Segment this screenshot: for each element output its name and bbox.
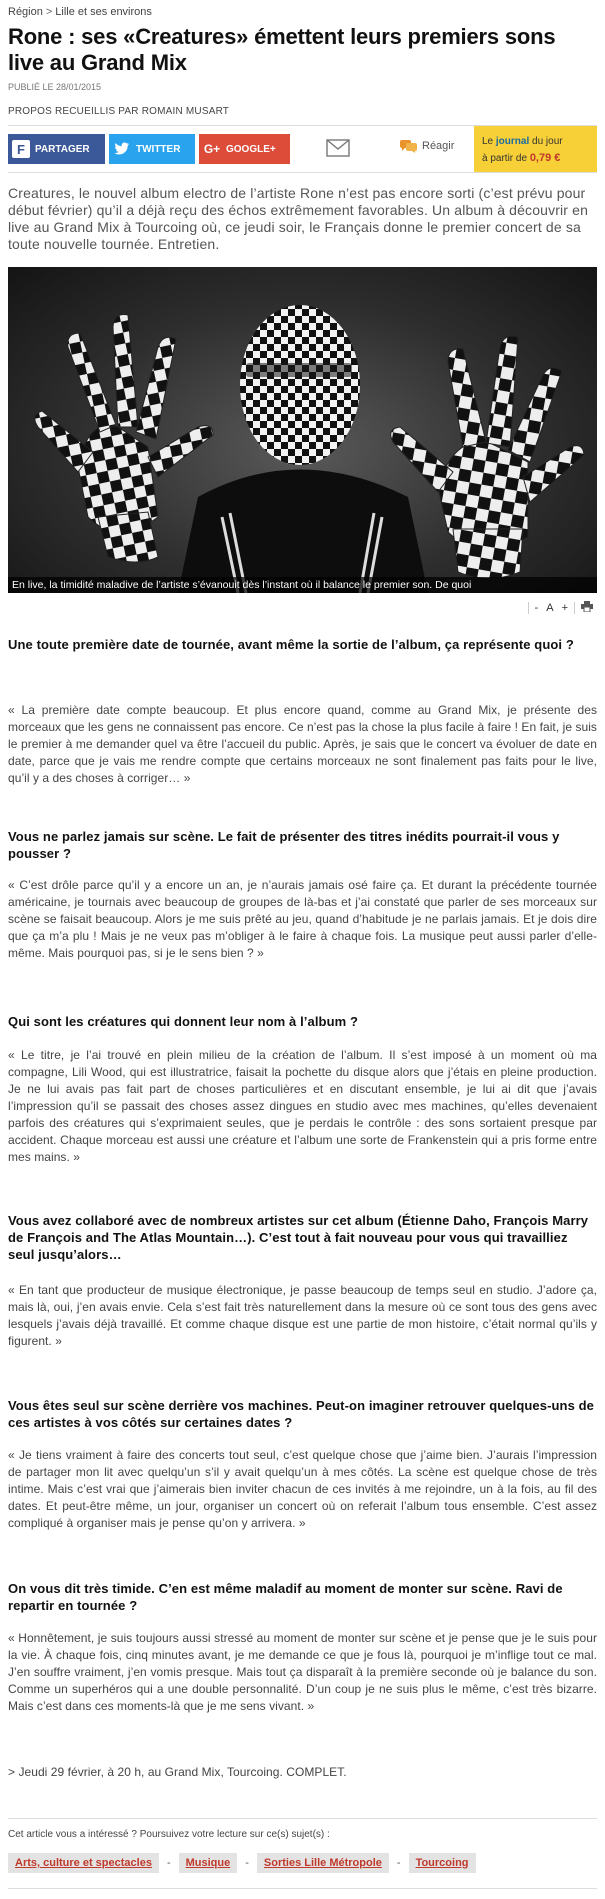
tag-separator: -	[166, 1857, 171, 1869]
tag-separator: -	[396, 1857, 401, 1869]
breadcrumb-item-region[interactable]: Région	[8, 6, 43, 18]
tag-arts-culture[interactable]: Arts, culture et spectacles	[8, 1853, 159, 1873]
tag-tourcoing[interactable]: Tourcoing	[409, 1853, 476, 1873]
text-tools	[8, 597, 597, 619]
react-label: Réagir	[422, 140, 455, 152]
share-bar	[8, 125, 597, 173]
tag-sorties-lille[interactable]: Sorties Lille Métropole	[257, 1853, 389, 1873]
email-share-icon[interactable]	[326, 139, 350, 157]
tools-divider	[574, 602, 575, 614]
journal-price-prefix: à partir de	[482, 153, 530, 164]
question-6: On vous dit très timide. C’en est même maladif au moment de monter sur scène. Ravi de repartir en tournée ?	[8, 1581, 563, 1613]
photo-caption: En live, la timidité maladive de l’artiste s’évanouit dès l’instant où il balance le premier son. De quoi	[8, 577, 597, 593]
facebook-icon: F	[12, 140, 30, 158]
article-photo[interactable]	[8, 267, 597, 593]
footer-divider	[8, 1818, 597, 1819]
answer-block-3	[8, 1047, 597, 1166]
facebook-share-button[interactable]	[8, 134, 105, 164]
journal-line-2	[482, 150, 589, 167]
google-plus-icon: G+	[203, 142, 221, 156]
twitter-bird-icon	[113, 140, 131, 158]
react-button[interactable]	[400, 140, 454, 152]
topic-tags	[8, 1853, 597, 1873]
qa-block-2	[8, 828, 597, 862]
question-3: Qui sont les créatures qui donnent leur nom à l’album ?	[8, 1014, 359, 1029]
tools-divider	[528, 602, 529, 614]
answer-block-1	[8, 702, 597, 787]
related-topics-intro: Cet article vous a intéressé ? Poursuivez votre lecture sur ce(s) sujet(s) :	[8, 1829, 330, 1840]
event-details: > Jeudi 29 février, à 20 h, au Grand Mix, Tourcoing. COMPLET.	[8, 1765, 347, 1779]
google-plus-share-label: GOOGLE+	[226, 143, 276, 155]
question-5: Vous êtes seul sur scène derrière vos machines. Peut-on imaginer retrouver quelques-uns de ces artistes à vos côtés sur certaines dates ?	[8, 1398, 595, 1430]
journal-suffix: du jour	[529, 136, 563, 147]
google-plus-share-button[interactable]	[199, 134, 290, 164]
comment-bubble-icon	[400, 140, 416, 152]
breadcrumb	[8, 0, 597, 20]
article-intro: Creatures, le nouvel album electro de l’artiste Rone n’est pas encore sorti (c’est prévu pour début février) qu’il a déjà reçu des échos extrêmement favorables. Un album à découvrir en live au Grand Mix à Tourcoing où, ce jeudi soir, le Français donne le premier concert de sa toute nouvelle tournée. Entretien.	[8, 185, 589, 252]
tag-musique[interactable]: Musique	[179, 1853, 238, 1873]
twitter-share-label: TWITTER	[136, 143, 181, 155]
journal-du-jour-promo[interactable]	[474, 126, 597, 172]
qa-block-6	[8, 1580, 597, 1614]
answer-4: « En tant que producteur de musique électronique, je passe beaucoup de temps seul en studio. J’adore ça, mais là, oui, j’en avais envie. Cela s’est fait très naturellement dans la mesure où ce sont tous des gens avec lesquels j’avais déjà travaillé. Et comme chaque disque est une partie de mon histoire, c’était normal qu’ils y figurent. »	[8, 1283, 597, 1348]
answer-5: « Je tiens vraiment à faire des concerts tout seul, c’est quelque chose que j’aime bien. J’aurais l’impression de partager mon lit avec quelqu’un s’il y avait quelqu’un à mes côtés. La scène est quelque chose de très intime. Mais c’est vrai que j’aimerais bien inviter chacun de ces invités à me rejoindre, un à la fois, au fil des dates. Et peut-être même, un jour, organiser un concert où on referait l’album tous ensemble. C’est assez compliqué à organiser mais je pense qu’on y arrivera. »	[8, 1448, 597, 1530]
qa-block-3	[8, 1013, 597, 1030]
journal-prefix: Le	[482, 136, 496, 147]
answer-block-2	[8, 877, 597, 962]
journal-price: 0,79 €	[529, 152, 561, 164]
breadcrumb-item-lille[interactable]: Lille et ses environs	[55, 6, 152, 18]
question-1: Une toute première date de tournée, avant même la sortie de l’album, ça représente quoi ?	[8, 637, 574, 652]
breadcrumb-separator: >	[45, 6, 53, 18]
decrease-font-button[interactable]: -	[534, 602, 539, 614]
answer-block-5	[8, 1447, 597, 1532]
closing-note-block	[8, 1764, 597, 1781]
facebook-share-label: PARTAGER	[35, 143, 90, 155]
answer-block-6	[8, 1630, 597, 1715]
article-page	[0, 0, 605, 619]
checkered-figure-illustration	[8, 267, 597, 593]
journal-brand: journal	[495, 136, 530, 147]
bottom-divider	[8, 1888, 597, 1889]
qa-block-4	[8, 1212, 597, 1263]
answer-block-4	[8, 1282, 597, 1350]
published-date: PUBLIÉ LE 28/01/2015	[8, 82, 102, 92]
qa-block-1	[8, 636, 597, 653]
twitter-share-button[interactable]	[109, 134, 195, 164]
answer-3: « Le titre, je l’ai trouvé en plein milieu de la création de l’album. Il s’est imposé à un moment où ma compagne, Lili Wood, qui est illustratrice, faisait la pochette du disque alors que j’étais en pleine production. Je ne lui avais pas fait part de choses particulières et en discutant ensemble, je lui ai dit que j’avais l’impression qu’il se passait des choses assez dingues en studio avec mes machines, qu’elles devenaient parfois des créatures qui s’exprimaient seules, que je perdais le contrôle : des sons sortaient presque par accident. Chaque morceau est aussi une créature et l’album une sorte de Frankenstein qui a pris forme entre mes mains. »	[8, 1048, 597, 1164]
tag-separator: -	[245, 1857, 249, 1869]
increase-font-button[interactable]: +	[561, 602, 568, 614]
question-2: Vous ne parlez jamais sur scène. Le fait de présenter des titres inédits pourrait-il vous y pousser ?	[8, 829, 560, 861]
answer-1: « La première date compte beaucoup. Et plus encore quand, comme au Grand Mix, je présente des morceaux que les gens ne connaissent pas encore. Ce n’est pas la chose la plus facile à faire ! En fait, je suis le premier à me demander quel va être l’accueil du public. Après, je sais que le concert va évoluer de date en date, parce que je vais me rendre compte que certains morceaux ne sont finalement pas faits pour le live, qu’il y a des choses à corriger… »	[8, 703, 597, 785]
related-topics	[8, 1829, 597, 1840]
answer-2: « C’est drôle parce qu’il y a encore un an, je n’aurais jamais osé faire ça. Et durant la précédente tournée américaine, je tournais avec beaucoup de groupes de là-bas et j’ai constaté que parler de ses morceaux sur scène se faisait beaucoup. Alors je me suis prêté au jeu, quand d’habitude je ne parlais jamais. Et je dois dire que ça m’a plu ! Mais je ne veux pas m’obliger à le faire à chaque fois. La musique peut aussi parler d’elle-même. Mais pourquoi pas, si je le sens bien ? »	[8, 878, 597, 960]
article-author: PROPOS RECUEILLIS PAR ROMAIN MUSART	[8, 106, 230, 117]
article-title: Rone : ses «Creatures» émettent leurs premiers sons live au Grand Mix	[8, 24, 556, 75]
font-size-label: A	[546, 602, 554, 614]
answer-6: « Honnêtement, je suis toujours aussi stressé au moment de monter sur scène et je pense que je le suis pour la vie. À chaque fois, cinq minutes avant, je me demande ce que je fous là, pourquoi je m’inflige tout ce mal. J’en souffre vraiment, j’en vomis presque. Mais tout ça disparaît à la première seconde où je balance du son. Comme un superhéros qui a une double personnalité. D’un coup je ne suis plus le même, c’est très bizarre. Mais c’est dans ces moments-là que je me sens vivant. »	[8, 1631, 597, 1713]
print-icon[interactable]	[577, 601, 597, 615]
qa-block-5	[8, 1397, 597, 1431]
journal-line-1	[482, 134, 589, 150]
question-4: Vous avez collaboré avec de nombreux artistes sur cet album (Étienne Daho, François Marry de François and The Atlas Mountain…). C’est tout à fait nouveau pour vous qui travailliez seul jusqu’alors…	[8, 1213, 589, 1262]
